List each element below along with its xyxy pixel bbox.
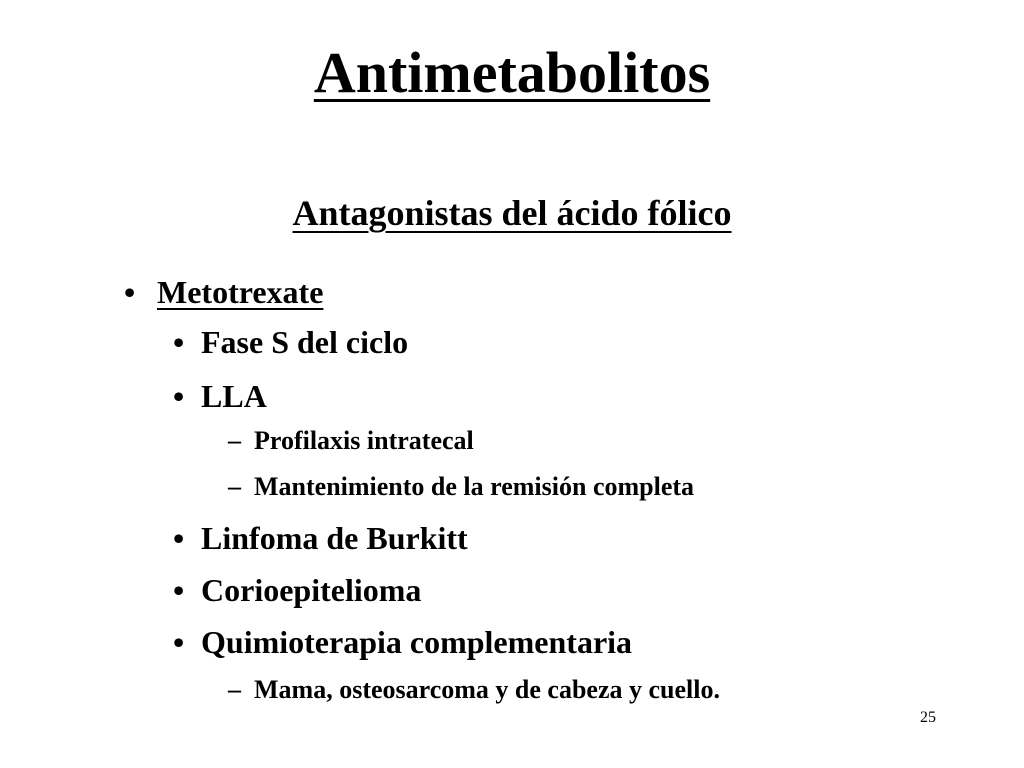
slide-subtitle: Antagonistas del ácido fólico (292, 193, 732, 233)
bullet-icon: • (173, 572, 185, 608)
bullet-item-level-2 (173, 622, 632, 662)
page-number: 25 (920, 709, 936, 726)
dash-icon: – (228, 426, 241, 455)
dash-icon: – (228, 675, 241, 704)
bullet-icon: • (124, 274, 136, 310)
bullet-text: Fase S del ciclo (201, 324, 409, 360)
bullet-item-level-2 (173, 518, 468, 558)
dash-text: Profilaxis intratecal (254, 426, 474, 455)
bullet-icon: • (173, 520, 185, 556)
bullet-icon: • (173, 624, 185, 660)
bullet-icon: • (173, 378, 185, 414)
bullet-item-level-2 (173, 376, 267, 416)
dash-icon: – (228, 472, 241, 501)
dash-text: Mantenimiento de la remisión completa (254, 472, 695, 501)
bullet-icon: • (173, 324, 185, 360)
bullet-text: Linfoma de Burkitt (201, 520, 468, 556)
bullet-item-level-2 (173, 322, 408, 362)
bullet-item-level-2 (173, 570, 421, 610)
bullet-text: Corioepitelioma (201, 572, 422, 608)
bullet-text: Metotrexate (157, 274, 324, 310)
bullet-text: Quimioterapia complementaria (201, 624, 633, 660)
slide-title: Antimetabolitos (313, 40, 711, 105)
bullet-item-level-1 (124, 272, 323, 312)
dash-text: Mama, osteosarcoma y de cabeza y cuello. (254, 675, 720, 704)
dash-item-level-3 (228, 425, 474, 457)
dash-item-level-3 (228, 674, 720, 706)
bullet-text: LLA (201, 378, 267, 414)
dash-item-level-3 (228, 471, 694, 503)
